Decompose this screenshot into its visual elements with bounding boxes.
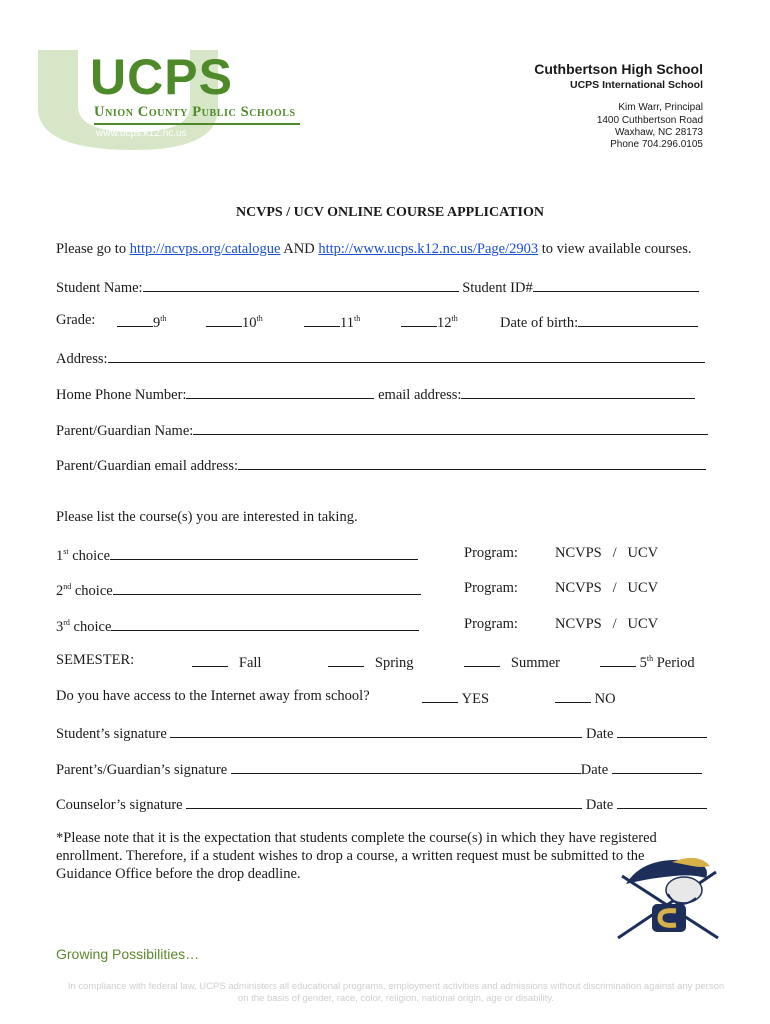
choice-1-num: 1: [56, 548, 64, 564]
choice-2-program-options[interactable]: NCVPS / UCV: [555, 580, 659, 596]
student-date-label: Date: [586, 726, 614, 742]
email-label: email address:: [378, 387, 462, 403]
choice-2-program-label: Program:: [464, 580, 518, 596]
fall-label: Fall: [238, 655, 262, 671]
grade-9-blank[interactable]: [117, 312, 153, 327]
semester-summer-option[interactable]: [464, 652, 560, 672]
counselor-signature-field[interactable]: [186, 794, 582, 809]
summer-label: Summer: [510, 655, 561, 671]
intro-pre: Please go to: [56, 241, 130, 257]
grade-12-sup: th: [451, 314, 458, 324]
student-id-label: Student ID#: [462, 280, 533, 296]
spring-blank[interactable]: [328, 652, 364, 667]
student-signature-row: [56, 723, 707, 743]
counselor-signature-row: [56, 794, 707, 814]
drop-policy-note: *Please note that it is the expectation that students complete the course(s) in which they have registered enrollment. Therefore, if a student wishes to drop a course, a written request must be submitted to the Guidance Office before the drop deadline.: [56, 830, 657, 882]
intro-and: AND: [280, 241, 319, 257]
choice-1-label: choice: [68, 548, 111, 564]
home-phone-label: Home Phone Number:: [56, 387, 187, 403]
summer-blank[interactable]: [464, 652, 500, 667]
school-name: Cuthbertson High School: [534, 61, 703, 77]
parent-signature-row: [56, 759, 702, 779]
grade-9-option[interactable]: [117, 312, 166, 332]
grade-10-blank[interactable]: [206, 312, 242, 327]
choice-1-program-options[interactable]: NCVPS / UCV: [555, 545, 659, 561]
fifth-num: 5: [639, 655, 647, 671]
student-name-label: Student Name:: [56, 280, 143, 296]
principal: Kim Warr, Principal: [618, 102, 703, 113]
home-phone-field[interactable]: [186, 384, 374, 399]
slogan: Growing Possibilities…: [56, 946, 200, 962]
student-name-field[interactable]: [143, 277, 459, 292]
no-label: NO: [594, 691, 616, 707]
dob-label: Date of birth:: [500, 315, 579, 331]
ncvps-catalogue-link[interactable]: http://ncvps.org/catalogue: [129, 241, 281, 257]
spring-label: Spring: [374, 655, 414, 671]
counselor-signature-label: Counselor’s signature: [56, 797, 183, 813]
parent-email-row: [56, 455, 706, 475]
fifth-label: Period: [653, 655, 695, 671]
grade-11-option[interactable]: [304, 312, 360, 332]
student-id-field[interactable]: [533, 277, 699, 292]
grade-12-blank[interactable]: [401, 312, 437, 327]
phone-email-row: [56, 384, 695, 404]
counselor-date-field[interactable]: [617, 794, 707, 809]
dob-row: [500, 312, 698, 332]
ucps-courses-link[interactable]: http://www.ucps.k12.nc.us/Page/2903: [318, 241, 539, 257]
intro-line: [56, 241, 692, 258]
fall-blank[interactable]: [192, 652, 228, 667]
counselor-date-label: Date: [585, 797, 614, 813]
student-date-field[interactable]: [617, 723, 707, 738]
grade-11-label: 11: [340, 315, 354, 331]
logo-divider: [94, 123, 300, 125]
choice-2-sup: nd: [63, 582, 72, 592]
logo-url: www.ucps.k12.nc.us: [96, 128, 187, 139]
choice-2-num: 2: [56, 583, 64, 599]
grade-12-option[interactable]: [401, 312, 458, 332]
choice-3-field[interactable]: [111, 616, 419, 631]
choice-2-row: [56, 580, 421, 600]
courses-prompt: Please list the course(s) you are interested in taking.: [56, 509, 358, 525]
fifth-sup: th: [646, 654, 654, 664]
parent-email-label: Parent/Guardian email address:: [56, 458, 238, 474]
address-field[interactable]: [108, 348, 705, 363]
cavalier-mascot: [612, 854, 724, 944]
intro-post: to view available courses.: [538, 241, 692, 257]
semester-label: SEMESTER:: [56, 652, 135, 668]
parent-signature-field[interactable]: [231, 759, 581, 774]
parent-signature-label: Parent’s/Guardian’s signature: [56, 762, 228, 778]
semester-fall-option[interactable]: [192, 652, 261, 672]
choice-1-sup: st: [63, 547, 69, 557]
choice-3-program-options[interactable]: NCVPS / UCV: [555, 616, 659, 632]
choice-3-row: [56, 616, 419, 636]
logo-subtitle: Union County Public Schools: [94, 104, 296, 120]
grade-11-blank[interactable]: [304, 312, 340, 327]
parent-name-field[interactable]: [193, 420, 708, 435]
address-row: [56, 348, 705, 368]
parent-email-field[interactable]: [238, 455, 706, 470]
grade-label: Grade:: [56, 312, 96, 328]
grade-11-sup: th: [353, 314, 361, 324]
choice-3-num: 3: [56, 619, 64, 635]
address-line-2: Waxhaw, NC 28173: [614, 127, 703, 138]
choice-3-label: choice: [69, 619, 112, 635]
email-field[interactable]: [461, 384, 695, 399]
yes-label: YES: [461, 691, 490, 707]
grade-12-label: 12: [437, 315, 452, 331]
grade-9-label: 9: [153, 315, 161, 331]
school-subtitle: UCPS International School: [569, 79, 703, 91]
student-name-row: [56, 277, 699, 297]
logo-wordmark: UCPS: [90, 49, 233, 105]
cavalier-mascot-graphic: [612, 854, 724, 944]
parent-date-label: Date: [580, 762, 609, 778]
choice-1-field[interactable]: [110, 545, 418, 560]
student-signature-label: Student’s signature: [56, 726, 167, 742]
grade-10-option[interactable]: [206, 312, 263, 332]
address-line-1: 1400 Cuthbertson Road: [596, 115, 703, 126]
semester-fifth-option[interactable]: [600, 652, 695, 672]
form-title: NCVPS / UCV ONLINE COURSE APPLICATION: [236, 205, 544, 220]
grade-10-label: 10: [242, 315, 257, 331]
semester-spring-option[interactable]: [328, 652, 414, 672]
internet-no-option[interactable]: [555, 688, 616, 708]
compliance-statement: In compliance with federal law, UCPS administers all educational programs, employment activities and admissions without discrimination against any person on the basis of gender, race, color, religion, national origin, age or disability.: [67, 981, 725, 1004]
choice-3-program-label: Program:: [464, 616, 518, 632]
parent-name-row: [56, 420, 708, 440]
choice-3-sup: rd: [63, 618, 70, 628]
address-label: Address:: [56, 351, 108, 367]
dob-field[interactable]: [578, 312, 698, 327]
no-blank[interactable]: [555, 688, 591, 703]
grade-10-sup: th: [256, 314, 263, 324]
ucps-logo: [34, 46, 306, 154]
internet-question: Do you have access to the Internet away from school?: [56, 688, 370, 704]
phone: Phone 704.296.0105: [610, 139, 703, 150]
parent-date-field[interactable]: [612, 759, 702, 774]
choice-1-program-label: Program:: [464, 545, 518, 561]
choice-2-field[interactable]: [113, 580, 421, 595]
choice-2-label: choice: [71, 583, 113, 599]
yes-blank[interactable]: [422, 688, 458, 703]
fifth-blank[interactable]: [600, 652, 636, 667]
student-signature-field[interactable]: [170, 723, 582, 738]
choice-1-row: [56, 545, 418, 565]
parent-name-label: Parent/Guardian Name:: [56, 423, 194, 439]
internet-yes-option[interactable]: [422, 688, 489, 708]
grade-9-sup: th: [160, 314, 167, 324]
